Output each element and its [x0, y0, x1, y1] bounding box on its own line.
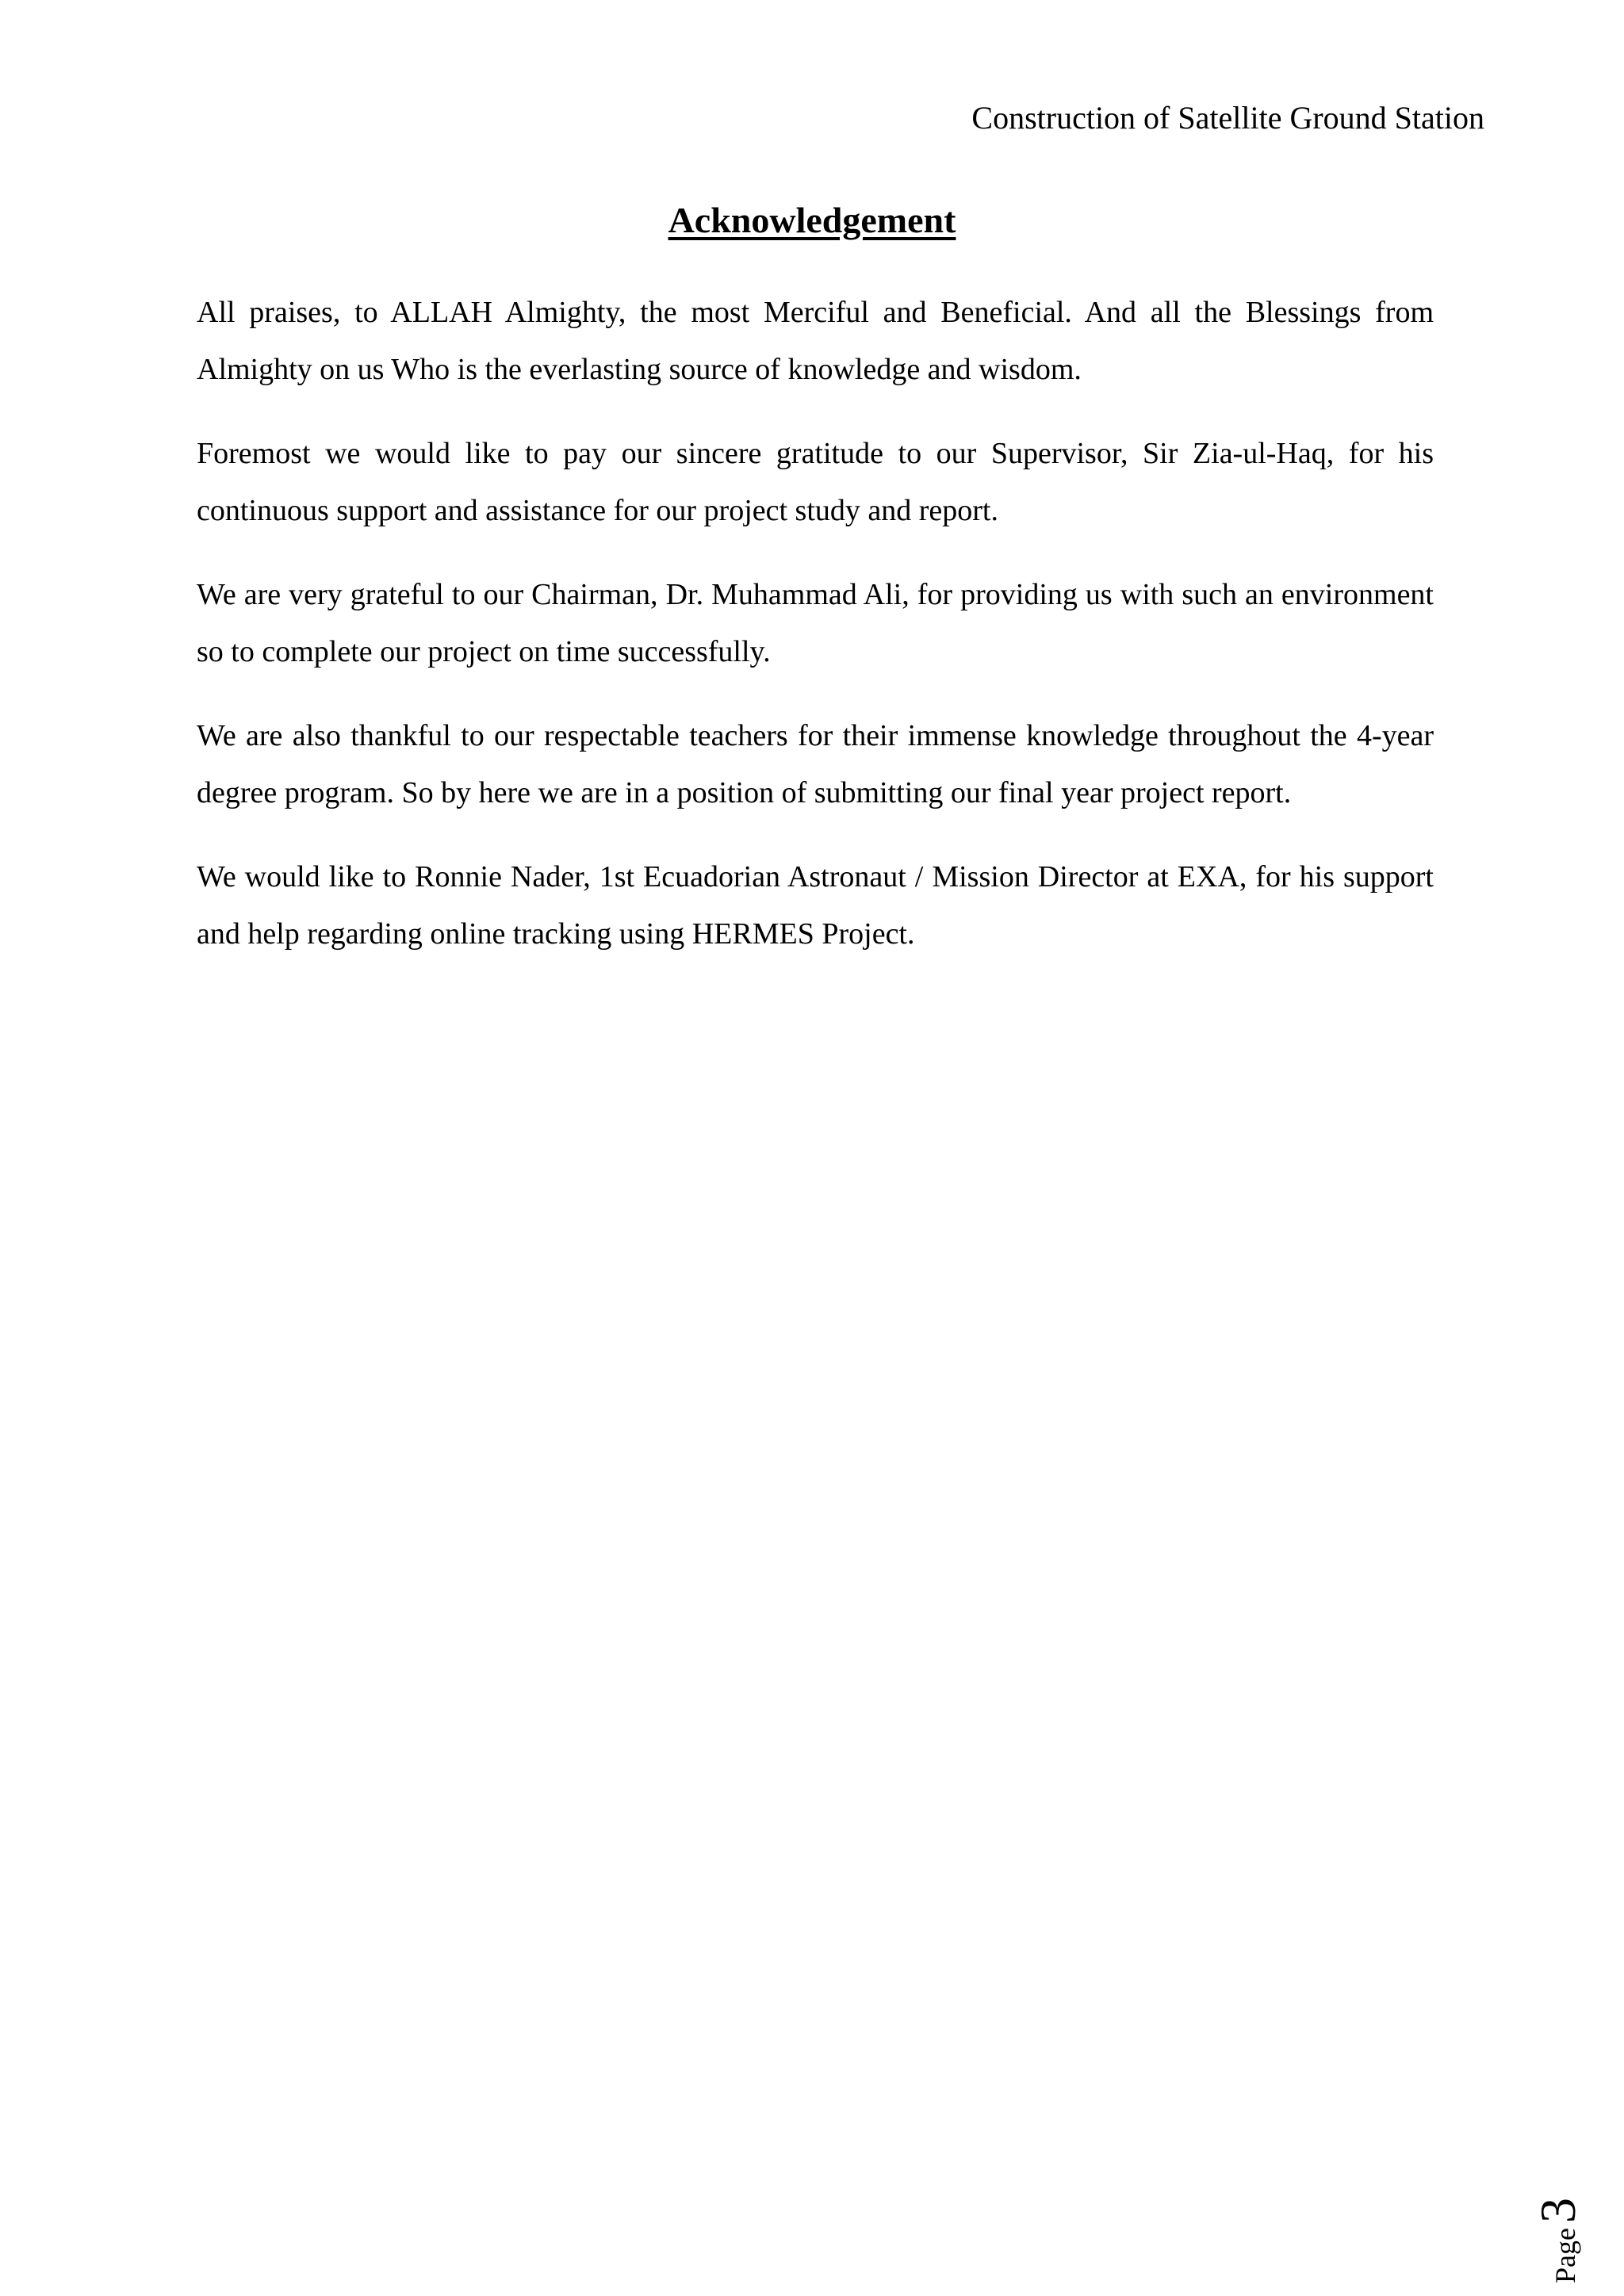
paragraph-astronaut: We would like to Ronnie Nader, 1st Ecuadorian Astronaut / Mission Director at EXA, for his support and help regarding online tracking using HERMES Project. [197, 860, 1434, 951]
page-number-value: 3 [1530, 2198, 1586, 2224]
acknowledgement-body [197, 284, 1434, 989]
page-number [1529, 2109, 1586, 2283]
paragraph-teachers: We are also thankful to our respectable teachers for their immense knowledge throughout the 4-year degree program. So by here we are in a position of submitting our final year project report. [197, 719, 1434, 809]
running-header: Construction of Satellite Ground Station [971, 100, 1484, 136]
page-label: Page [1549, 2228, 1581, 2283]
paragraph-chairman: We are very grateful to our Chairman, Dr. Muhammad Ali, for providing us with such an environment so to complete our project on time successfully. [197, 578, 1434, 668]
page-title: Acknowledgement [668, 200, 956, 240]
paragraph-praise: All praises, to ALLAH Almighty, the most Merciful and Beneficial. And all the Blessings from Almighty on us Who is the everlasting source of knowledge and wisdom. [197, 296, 1434, 386]
paragraph-supervisor: Foremost we would like to pay our sincere gratitude to our Supervisor, Sir Zia-ul-Haq, for his continuous support and assistance for our project study and report. [197, 437, 1434, 527]
